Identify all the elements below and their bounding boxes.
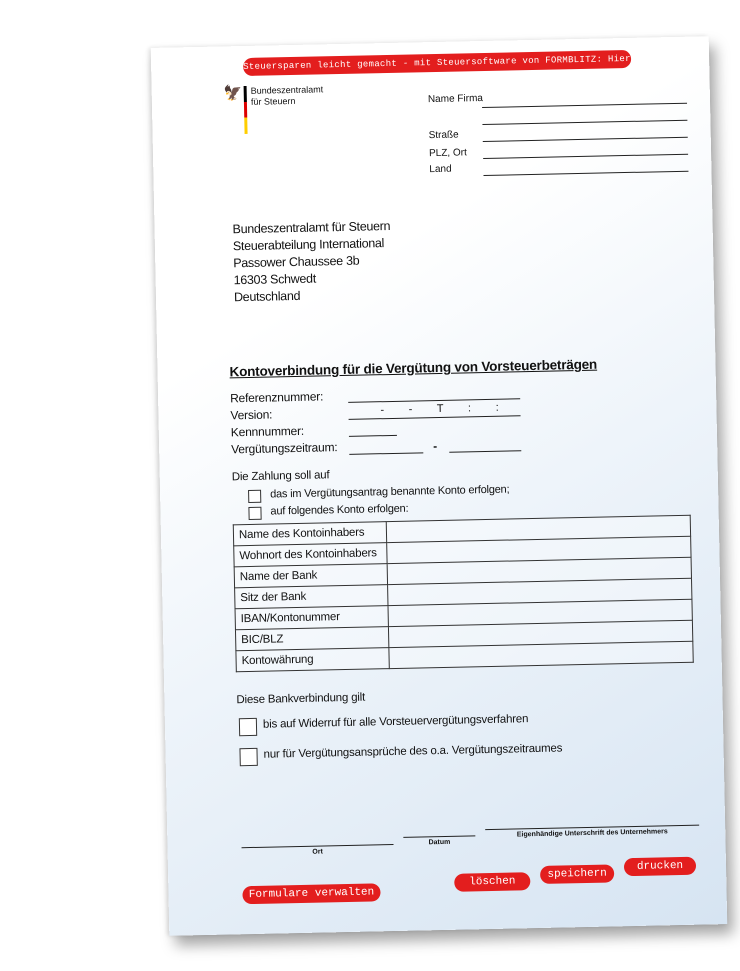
strasse-field[interactable]: [483, 137, 688, 142]
name-firma-field-2[interactable]: [482, 120, 687, 125]
address-line: Steuerabteilung International: [232, 236, 385, 254]
validity-option-1-checkbox[interactable]: [239, 718, 257, 736]
form-page: [151, 36, 727, 935]
delete-button[interactable]: löschen: [454, 872, 530, 892]
address-line: 16303 Schwedt: [233, 271, 317, 288]
bank-details-table: [233, 515, 694, 673]
signature-label: Eigenhändige Unterschrift des Unternehmers: [516, 828, 668, 839]
row-label: Sitz der Bank: [235, 585, 388, 609]
logo-line-1: Bundeszentralamt: [250, 84, 324, 96]
row-label: IBAN/Kontonummer: [235, 606, 388, 630]
payment-option-1-checkbox[interactable]: [248, 490, 261, 503]
address-line: Deutschland: [233, 288, 301, 305]
place-label: Ort: [312, 848, 323, 856]
land-field[interactable]: [483, 171, 688, 176]
payment-intro: Die Zahlung soll auf: [231, 469, 330, 484]
row-label: Wohnort des Kontoinhabers: [234, 543, 387, 567]
payment-option-2-label: auf folgendes Konto erfolgen:: [270, 502, 409, 518]
form-title: Kontoverbindung für die Vergütung von Vorsteuerbeträgen: [229, 356, 598, 380]
kennnummer-label: Kennnummer:: [230, 423, 305, 440]
strasse-label: Straße: [428, 129, 459, 142]
bzst-logo: [224, 84, 335, 146]
print-button[interactable]: drucken: [624, 857, 696, 877]
formblitz-banner-link[interactable]: Steuersparen leicht gemacht - mit Steuersoftware von FORMBLITZ: Hier klicken!: [243, 50, 631, 76]
date-label: Datum: [428, 838, 451, 847]
validity-option-2-label: nur für Vergütungsansprüche des o.a. Vergütungszeitraumes: [263, 742, 563, 761]
logo-line-2: für Steuern: [250, 95, 296, 107]
row-label: BIC/BLZ: [235, 627, 388, 651]
address-line: Passower Chaussee 3b: [233, 253, 360, 271]
name-firma-field[interactable]: [482, 103, 687, 108]
payment-option-1-label: das im Vergütungsantrag benannte Konto erfolgen;: [270, 483, 510, 501]
verguetungszeitraum-label: Vergütungszeitraum:: [231, 440, 338, 457]
period-end-input[interactable]: [449, 450, 521, 453]
payment-option-2-checkbox[interactable]: [248, 507, 261, 520]
validity-intro: Diese Bankverbindung gilt: [236, 691, 366, 707]
version-input[interactable]: [349, 415, 521, 420]
name-firma-label: Name Firma: [427, 92, 484, 106]
eagle-emblem-icon: 🦅: [223, 85, 243, 103]
version-label: Version:: [230, 407, 273, 423]
row-label: Name des Kontoinhabers: [233, 522, 386, 546]
period-start-input[interactable]: [349, 452, 423, 455]
period-separator: -: [433, 439, 438, 454]
plz-ort-label: PLZ, Ort: [428, 147, 467, 160]
referenznummer-label: Referenznummer:: [229, 389, 324, 406]
row-label: Name der Bank: [234, 564, 387, 588]
validity-option-1-label: bis auf Widerruf für alle Vorsteuervergütungsverfahren: [262, 713, 529, 731]
validity-option-2-checkbox[interactable]: [239, 748, 257, 766]
address-line: Bundeszentralamt für Steuern: [232, 218, 391, 237]
version-value: - - T : :: [380, 401, 499, 417]
plz-ort-field[interactable]: [483, 154, 688, 159]
land-label: Land: [429, 163, 452, 176]
kennnummer-input[interactable]: [349, 435, 397, 437]
save-button[interactable]: speichern: [540, 864, 614, 884]
recipient-address: [232, 218, 391, 306]
row-label: Kontowährung: [236, 648, 389, 672]
date-signature-line[interactable]: [403, 835, 475, 838]
german-flag-stripe: [244, 86, 248, 134]
manage-forms-button[interactable]: Formulare verwalten: [242, 883, 380, 904]
